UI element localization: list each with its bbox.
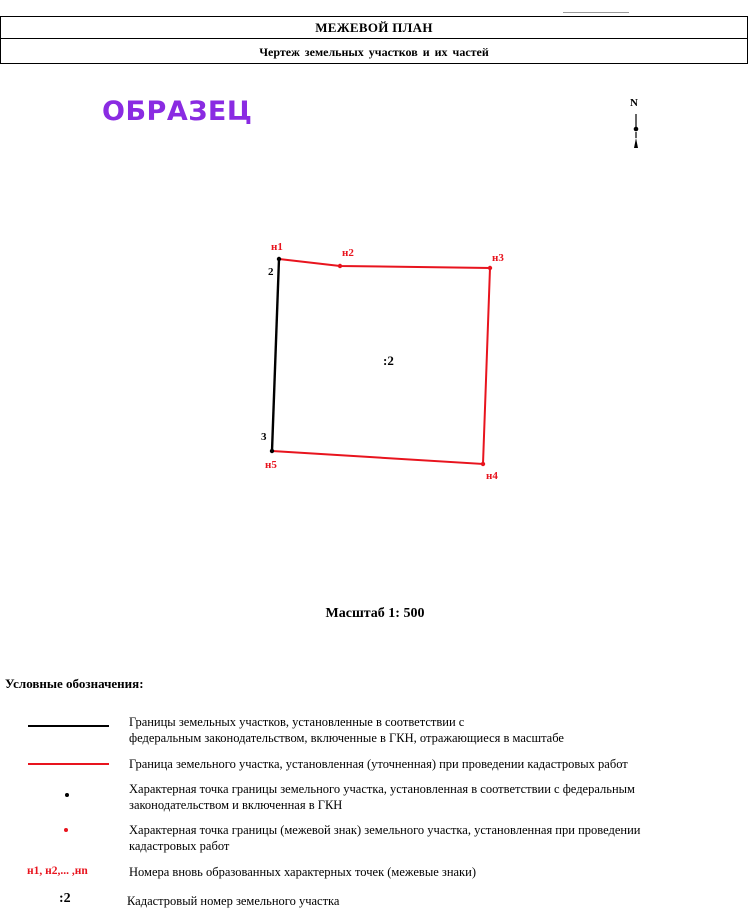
page-title: МЕЖЕВОЙ ПЛАН: [1, 17, 747, 39]
point-label-n2: н2: [342, 247, 354, 259]
legend-item-existing-point: Характерная точка границы земельного участка, установленная в соответствии с федеральным законодательством и включенная в ГКН: [129, 782, 635, 812]
sample-watermark: ОБРАЗЕЦ: [102, 96, 253, 127]
boundary-point-n3: [488, 266, 492, 270]
legend-black-point-icon: [65, 793, 69, 797]
legend-item-new-point: Характерная точка границы (межевой знак) земельного участка, установленная при проведении кадастровых работ: [129, 823, 641, 853]
legend-black-line: [28, 725, 109, 727]
legend-red-line: [28, 763, 109, 765]
legend-item-cadastral-number: Кадастровый номер земельного участка: [127, 894, 340, 908]
new-boundary-line: [272, 259, 490, 464]
point-label-2: 2: [268, 266, 274, 278]
point-label-3: 3: [261, 431, 267, 443]
point-label-n4: н4: [486, 470, 498, 482]
legend-cadastral-symbol: :2: [59, 891, 71, 906]
point-label-n5: н5: [265, 459, 277, 471]
north-label: N: [630, 97, 638, 109]
legend-point-numbers-symbol: н1, н2,... ,нn: [27, 865, 88, 877]
boundary-point-n5: [270, 449, 274, 453]
boundary-point-n1: [277, 257, 281, 261]
legend-title: Условные обозначения:: [5, 676, 144, 691]
legend-item-new-boundary: Граница земельного участка, установленная (уточненная) при проведении кадастровых работ: [129, 757, 628, 771]
existing-boundary-line: [272, 259, 279, 451]
point-label-n3: н3: [492, 252, 504, 264]
scale-label: Масштаб 1: 500: [325, 606, 425, 621]
parcel-number-label: :2: [383, 353, 394, 368]
page-subtitle: Чертеж земельных участков и их частей: [259, 45, 489, 59]
legend-item-existing-boundary: Границы земельных участков, установленные в соответствии с федеральным законодательством, включенные в ГКН, отражающиеся в масштабе: [129, 715, 564, 745]
legend-item-point-numbers: Номера вновь образованных характерных точек (межевые знаки): [129, 865, 476, 879]
boundary-point-n2: [338, 264, 342, 268]
point-label-n1: н1: [271, 241, 283, 253]
legend-red-point-icon: [64, 828, 68, 832]
boundary-point-n4: [481, 462, 485, 466]
